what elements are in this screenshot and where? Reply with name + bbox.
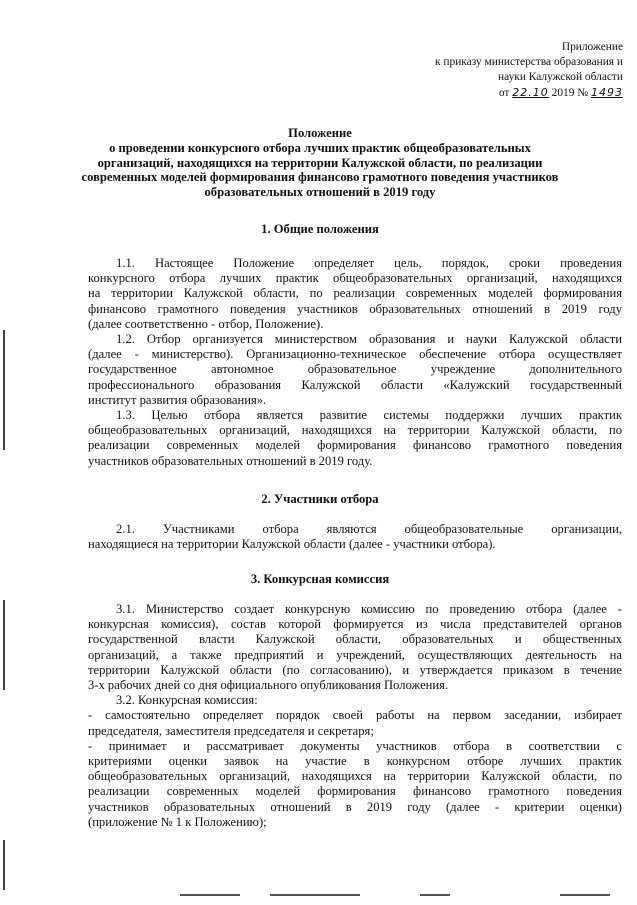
- title-line: современных моделей формирования финансово грамотного поведения участников: [81, 170, 559, 185]
- text-line: территории Калужской области (по согласованию), и утверждается приказом в течение: [88, 662, 622, 677]
- text-line: конкурсная комиссия), состав которой формируется из числа представителей органов: [88, 617, 622, 632]
- text-line: (приложение № 1 к Положению);: [88, 814, 267, 829]
- section-heading-participants: 2. Участники отбора: [261, 492, 379, 506]
- scan-edge-mark: [180, 894, 240, 896]
- text-line: (далее соответственно - отбор, Положение).: [88, 316, 324, 331]
- section-heading-commission: 3. Конкурсная комиссия: [250, 572, 390, 586]
- scan-edge-mark: [270, 894, 360, 896]
- title-line: Положение: [288, 126, 352, 140]
- document-title: [80, 126, 560, 200]
- appendix-block: [383, 40, 623, 101]
- section-heading-general: 1. Общие положения: [261, 222, 379, 236]
- text-line: на территории Калужской области, по реализации современных моделей формирования: [88, 286, 622, 301]
- scan-edge-mark: [560, 894, 610, 896]
- handwritten-order-number: 1493: [591, 86, 623, 99]
- text-line: конкурсного отбора лучших практик общеобразовательных организаций, находящихся: [88, 271, 622, 286]
- text-line: 3.2. Конкурсная комиссия:: [116, 693, 258, 708]
- text-line: - принимает и рассматривает документы участников отбора в соответствии с: [88, 738, 622, 753]
- text-line: (далее - министерство). Организационно-техническое обеспечение отбора осуществляет: [88, 347, 622, 362]
- text-line: 1.1. Настоящее Положение определяет цель, порядок, сроки проведения: [116, 256, 622, 270]
- text-line: реализации современных моделей формирования финансово грамотного поведения: [88, 438, 622, 453]
- number-label: №: [577, 87, 589, 99]
- scan-margin-mark: [3, 600, 5, 690]
- text-line: 1.2. Отбор организуется министерством образования и науки Калужской области: [116, 332, 622, 347]
- text-line: критериями оценки заявок на участие в конкурсном отборе лучших практик: [88, 754, 622, 769]
- title-line: образовательных отношений в 2019 году: [204, 185, 436, 200]
- order-year: 2019: [551, 87, 575, 99]
- text-line: участников образовательных отношений в 2019 году (далее - критерии оценки): [88, 799, 622, 814]
- appendix-line: Приложение: [561, 41, 623, 53]
- scan-margin-mark: [3, 840, 5, 890]
- text-line: общеобразовательных организаций, находящихся на территории Калужской области, по: [88, 423, 622, 438]
- appendix-line: к приказу министерства образования и: [435, 56, 623, 68]
- text-line: институт развития образования».: [88, 392, 267, 407]
- text-line: 2.1. Участниками отбора являются общеобразовательные организации,: [116, 522, 622, 536]
- text-line: 1.3. Целью отбора является развитие системы поддержки лучших практик: [116, 408, 622, 423]
- scan-edge-mark: [420, 894, 450, 896]
- section-general-body: [88, 256, 622, 469]
- scan-margin-mark: [3, 330, 5, 450]
- text-line: участников образовательных отношений в 2019 году.: [88, 453, 373, 468]
- title-line: о проведении конкурсного отбора лучших практик общеобразовательных: [109, 140, 531, 155]
- appendix-line: науки Калужской области: [498, 71, 623, 83]
- text-line: организаций, а также предприятий и учреждений, осуществляющих деятельность на: [88, 647, 622, 662]
- text-line: 3-х рабочих дней со дня официального опубликования Положения.: [88, 678, 449, 693]
- handwritten-date: 22.10: [512, 86, 549, 99]
- text-line: государственной власти Калужской области, образовательных и общественных: [88, 632, 622, 647]
- text-line: председателя, заместителя председателя и секретаря;: [88, 723, 374, 738]
- section-commission-body: [88, 602, 622, 830]
- text-line: - самостоятельно определяет порядок своей работы на первом заседании, избирает: [88, 708, 622, 723]
- text-line: профессионального образования Калужской области «Калужский государственный: [88, 377, 622, 392]
- date-prefix: от: [498, 87, 510, 99]
- text-line: финансово грамотного поведения участников образовательных отношений в 2019 году: [88, 301, 622, 316]
- title-line: организаций, находящихся на территории Калужской области, по реализации: [97, 155, 543, 170]
- text-line: реализации современных моделей формирования финансово грамотного поведения: [88, 784, 622, 799]
- appendix-date-line: [383, 85, 623, 101]
- text-line: 3.1. Министерство создает конкурсную комиссию по проведению отбора (далее -: [116, 602, 622, 616]
- text-line: находящиеся на территории Калужской области (далее - участники отбора).: [88, 537, 496, 552]
- section-participants-body: [88, 522, 622, 552]
- text-line: общеобразовательных организаций, находящихся на территории Калужской области, по: [88, 769, 622, 784]
- text-line: государственное автономное образовательное учреждение дополнительного: [88, 362, 622, 377]
